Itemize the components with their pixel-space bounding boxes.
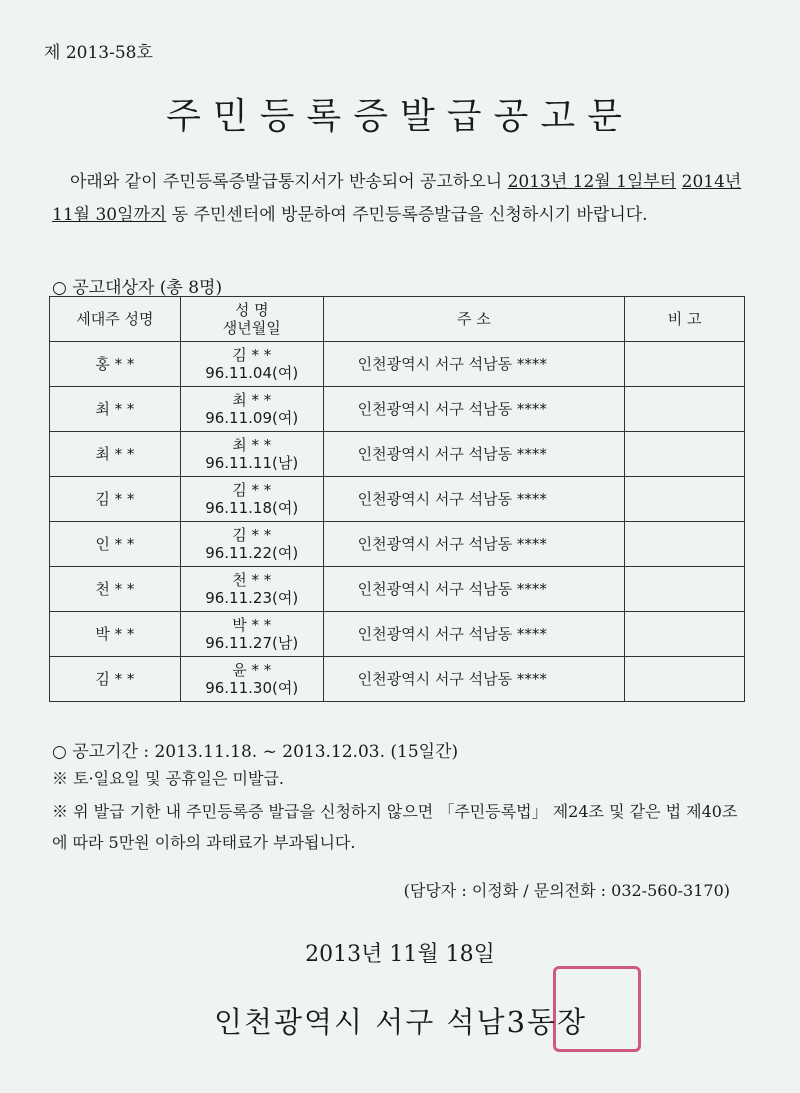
table-row <box>50 477 745 522</box>
cell-name: 김 * * <box>232 346 272 364</box>
table-row <box>50 522 745 567</box>
cell-note <box>625 387 745 432</box>
cell-householder: 천 * * <box>50 567 181 612</box>
cell-name-birth <box>180 387 323 432</box>
cell-address: 인천광역시 서구 석남동 **** <box>323 387 625 432</box>
cell-name-birth <box>180 477 323 522</box>
table-row <box>50 387 745 432</box>
cell-householder: 최 * * <box>50 432 181 477</box>
header-name-birth <box>180 297 323 342</box>
cell-birth: 96.11.22(여) <box>205 544 299 562</box>
cell-birth: 96.11.27(남) <box>205 634 299 652</box>
cell-householder: 김 * * <box>50 657 181 702</box>
intro-text-1: 아래와 같이 주민등록증발급통지서가 반송되어 공고하오니 <box>70 172 508 192</box>
cell-birth: 96.11.04(여) <box>205 364 299 382</box>
document-title: 주민등록증발급공고문 <box>166 96 634 137</box>
cell-name-birth <box>180 432 323 477</box>
table-row <box>50 612 745 657</box>
header-householder: 세대주 성명 <box>50 297 181 342</box>
cell-address: 인천광역시 서구 석남동 **** <box>323 432 625 477</box>
cell-address: 인천광역시 서구 석남동 **** <box>323 567 625 612</box>
cell-name-birth <box>180 612 323 657</box>
cell-birth: 96.11.18(여) <box>205 499 299 517</box>
intro-text-2: 동 주민센터에 방문하여 주민등록증발급을 신청하시기 바랍니다. <box>166 205 648 225</box>
cell-householder: 최 * * <box>50 387 181 432</box>
cell-householder: 박 * * <box>50 612 181 657</box>
issue-date: 2013년 11월 18일 <box>305 942 495 967</box>
table-row <box>50 657 745 702</box>
note-weekend: ※ 토·일요일 및 공휴일은 미발급. <box>52 769 284 788</box>
table-row <box>50 342 745 387</box>
cell-name: 최 * * <box>232 436 272 454</box>
cell-name: 김 * * <box>232 481 272 499</box>
cell-note <box>625 657 745 702</box>
cell-name: 천 * * <box>232 571 272 589</box>
cell-birth: 96.11.11(남) <box>205 454 299 472</box>
cell-householder: 인 * * <box>50 522 181 567</box>
table-row <box>50 567 745 612</box>
cell-address: 인천광역시 서구 석남동 **** <box>323 477 625 522</box>
cell-name: 최 * * <box>232 391 272 409</box>
cell-name: 박 * * <box>232 616 272 634</box>
cell-name-birth <box>180 522 323 567</box>
cell-householder: 김 * * <box>50 477 181 522</box>
cell-name-birth <box>180 657 323 702</box>
issuer-name: 인천광역시 서구 석남3동장 <box>214 1005 588 1039</box>
notice-period: ○ 공고기간 : 2013.11.18. ~ 2013.12.03. (15일간) <box>52 742 459 762</box>
table-header-row <box>50 297 745 342</box>
header-name: 성 명 <box>234 301 269 319</box>
notice-table <box>49 296 745 702</box>
cell-name-birth <box>180 567 323 612</box>
cell-note <box>625 612 745 657</box>
intro-period-start: 2013년 12월 1일부터 <box>507 172 677 192</box>
contact-info: (담당자 : 이정화 / 문의전화 : 032-560-3170) <box>403 881 730 900</box>
cell-address: 인천광역시 서구 석남동 **** <box>323 342 625 387</box>
cell-birth: 96.11.30(여) <box>205 679 299 697</box>
cell-note <box>625 342 745 387</box>
header-birth: 생년월일 <box>222 319 281 337</box>
cell-address: 인천광역시 서구 석남동 **** <box>323 612 625 657</box>
intro-period-end: 2014년 11월 30일까지 <box>52 172 742 225</box>
table-row <box>50 432 745 477</box>
cell-name-birth <box>180 342 323 387</box>
intro-paragraph <box>52 166 752 232</box>
cell-address: 인천광역시 서구 석남동 **** <box>323 522 625 567</box>
cell-birth: 96.11.09(여) <box>205 409 299 427</box>
cell-name: 윤 * * <box>232 661 272 679</box>
cell-householder: 홍 * * <box>50 342 181 387</box>
header-address: 주 소 <box>323 297 625 342</box>
cell-note <box>625 477 745 522</box>
cell-birth: 96.11.23(여) <box>205 589 299 607</box>
cell-name: 김 * * <box>232 526 272 544</box>
header-note: 비 고 <box>625 297 745 342</box>
document-number: 제 2013-58호 <box>44 43 153 63</box>
cell-address: 인천광역시 서구 석남동 **** <box>323 657 625 702</box>
cell-note <box>625 432 745 477</box>
cell-note <box>625 567 745 612</box>
note-penalty: ※ 위 발급 기한 내 주민등록증 발급을 신청하지 않으면 「주민등록법」 제24조 및 같은 법 제40조에 따라 5만원 이하의 과태료가 부과됩니다. <box>52 802 738 852</box>
cell-note <box>625 522 745 567</box>
target-heading: ○ 공고대상자 (총 8명) <box>52 278 223 298</box>
